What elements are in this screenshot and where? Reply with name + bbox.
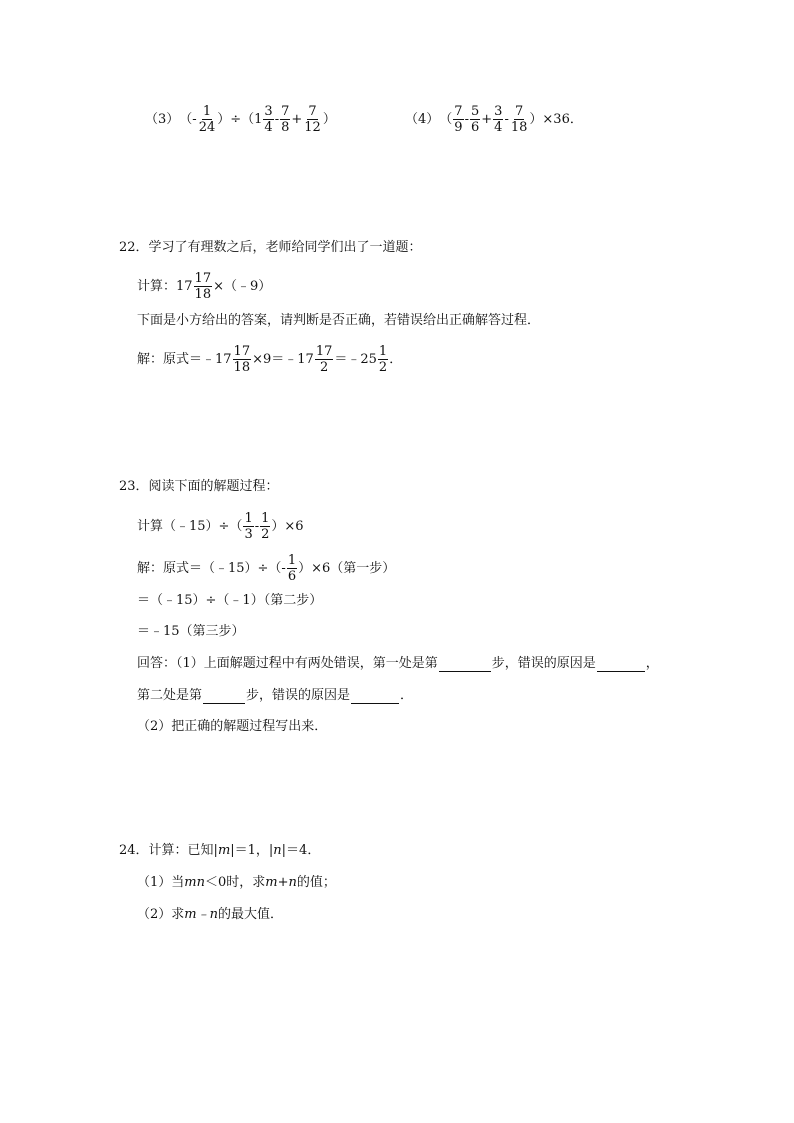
q21-part3 (145, 104, 336, 135)
q24-part2: （2）求 m﹣n 的最大值． (137, 907, 283, 922)
operator: + (291, 111, 303, 127)
fraction: $\frac{1}{3}$ (244, 511, 253, 542)
q24-stem: 24．计算：已知| m |＝1，| n |＝4． (119, 843, 321, 858)
q23-answer1: 回答：（1）上面解题过程中有两处错误，第一处是第 步，错误的原因是 ， (137, 656, 659, 671)
q23-step1: 解：原式＝（﹣15）÷（- $\frac{1}{6}$ ）×6（第一步） (137, 553, 396, 584)
fraction: $\frac{17}{18}$ (194, 271, 212, 302)
answer-blank[interactable] (597, 657, 645, 672)
paren-open: （ (439, 111, 453, 127)
part-label: （3） (145, 111, 180, 127)
fraction: $\frac{7}{9}$ (454, 104, 463, 135)
q22-instruction: 下面是小方给出的答案，请判断是否正确，若错误给出正确解答过程． (137, 313, 541, 328)
paren-close: ） (322, 111, 336, 127)
answer-blank[interactable] (351, 689, 399, 704)
fraction: $\frac{1}{2}$ (378, 344, 388, 375)
q23-stem: 23．阅读下面的解题过程： (119, 479, 279, 494)
fraction: $\frac{7}{8}$ (281, 104, 290, 135)
fraction: $\frac{3}{4}$ (494, 104, 503, 135)
q23-answer2: 第二处是第 步，错误的原因是 ． (137, 688, 414, 703)
operator: - (504, 111, 509, 127)
fraction: $\frac{1}{24}$ (198, 104, 216, 135)
fraction: $\frac{3}{4}$ (264, 104, 273, 135)
operator: + (481, 111, 493, 127)
q21-part4 (405, 104, 583, 135)
q23-calc: 计算（﹣15）÷（ $\frac{1}{3}$ - $\frac{1}{2}$ ）×6 (137, 511, 304, 542)
fraction: $\frac{17}{2}$ (315, 344, 333, 375)
fraction: $\frac{17}{18}$ (233, 344, 251, 375)
part-label: （4） (405, 111, 440, 127)
answer-blank[interactable] (439, 657, 491, 672)
q22-stem: 22．学习了有理数之后，老师给同学们出了一道题： (119, 240, 422, 255)
fraction: $\frac{5}{6}$ (470, 104, 480, 135)
paren-close: ）×36． (529, 111, 583, 127)
operator: ）÷（1 (217, 111, 263, 127)
q23-step2: ＝（﹣15）÷（﹣1）（第二步） (137, 593, 323, 608)
q22-solution: 解：原式＝﹣17 $\frac{17}{18}$ ×9＝﹣17 $\frac{17}{2}$ ＝﹣25 $\frac{1}{2}$ ． (137, 344, 403, 375)
fraction: $\frac{7}{12}$ (304, 104, 321, 135)
q22-calc: 计算：17 $\frac{17}{18}$ ×（﹣9） (137, 271, 272, 302)
operator: - (274, 111, 280, 127)
q24-part1: （1）当 mn ＜0时，求 m+n 的值； (137, 875, 336, 890)
fraction: $\frac{1}{6}$ (287, 553, 297, 584)
answer-blank[interactable] (203, 689, 245, 704)
fraction: $\frac{1}{2}$ (261, 511, 270, 542)
paren-open: （- (179, 111, 197, 127)
q23-step3: ＝﹣15（第三步） (137, 624, 245, 639)
fraction: $\frac{7}{18}$ (510, 104, 528, 135)
operator: - (464, 111, 469, 127)
q23-part2: （2）把正确的解题过程写出来． (137, 719, 328, 734)
